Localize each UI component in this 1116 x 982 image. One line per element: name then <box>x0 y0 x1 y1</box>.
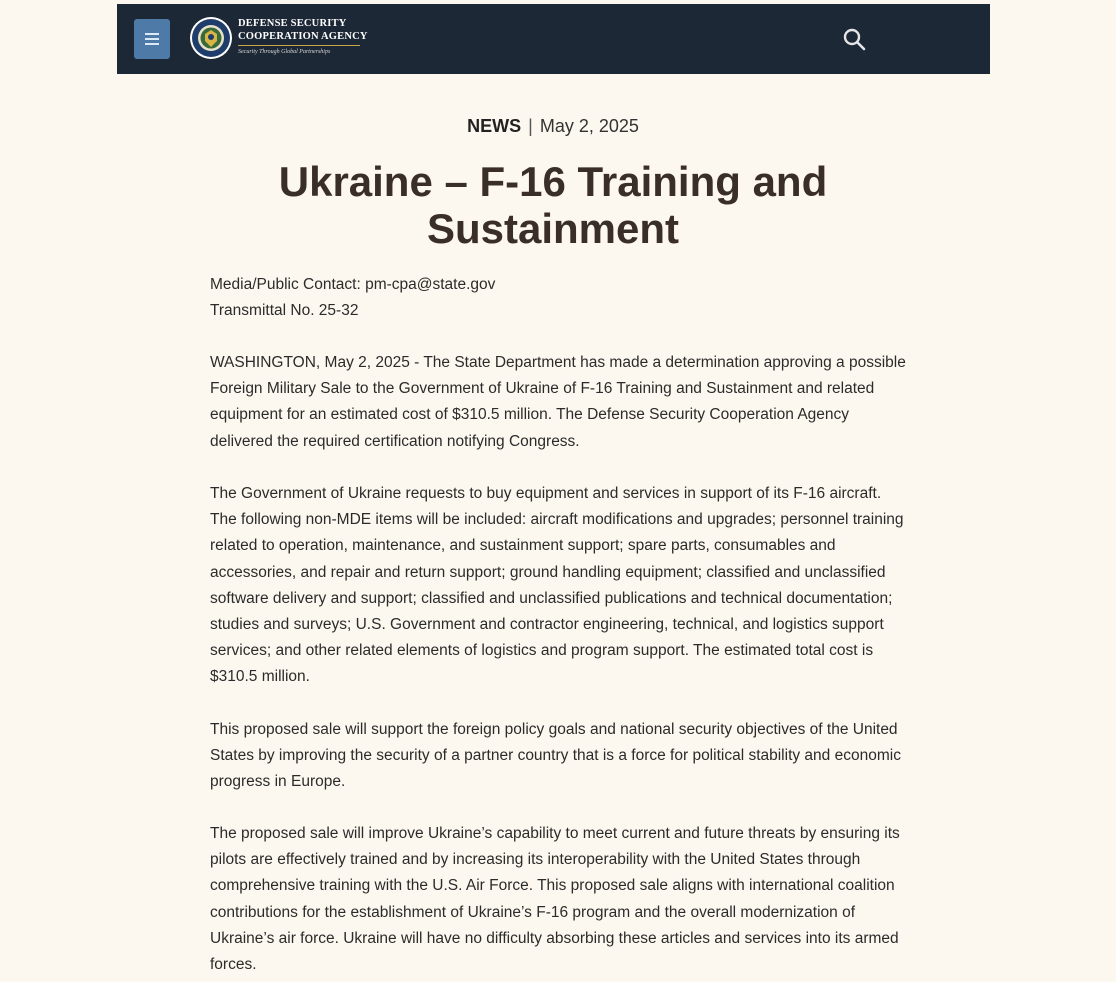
article-kicker <box>0 116 1106 137</box>
transmittal-number: Transmittal No. 25-32 <box>210 302 359 319</box>
article-paragraph: This proposed sale will support the foreign policy goals and national security objectives of the United States by improving the security of a partner country that is a force for political stability and economic progress in Europe. <box>210 721 901 791</box>
article-title: Ukraine – F-16 Training and Sustainment <box>278 158 828 252</box>
hamburger-menu-icon[interactable] <box>134 19 170 59</box>
article-date: May 2, 2025 <box>539 116 639 136</box>
brand-tagline: Security Through Global Partnerships <box>238 49 331 55</box>
article-paragraph: The proposed sale will improve Ukraine’s capability to meet current and future threats by ensuring its pilots are effectively trained and by increasing its interoperability with the United States through comprehensive training with the U.S. Air Force. This proposed sale aligns with international coalition contributions for the establishment of Ukraine’s F-16 program and the overall modernization of Ukraine’s air force. Ukraine will have no difficulty absorbing these articles and services into its armed forces. <box>210 825 900 974</box>
search-icon[interactable] <box>841 26 867 52</box>
brand-divider <box>238 45 360 46</box>
media-contact[interactable]: Media/Public Contact: pm-cpa@state.gov <box>210 276 496 293</box>
contact-block <box>210 272 495 324</box>
site-header <box>117 4 990 74</box>
brand-name-line2: COOPERATION AGENCY <box>238 31 368 42</box>
agency-brand[interactable] <box>238 17 368 55</box>
kicker-separator: | <box>528 116 533 136</box>
brand-name-line1: DEFENSE SECURITY <box>238 18 347 29</box>
news-category-label[interactable]: NEWS <box>467 116 522 136</box>
agency-seal-logo[interactable] <box>189 16 233 60</box>
article-paragraph: WASHINGTON, May 2, 2025 - The State Department has made a determination approving a possible Foreign Military Sale to the Government of Ukraine of F-16 Training and Sustainment and related equipment for an estimated cost of $310.5 million. The Defense Security Cooperation Agency delivered the required certification notifying Congress. <box>210 354 906 450</box>
article-paragraph: The Government of Ukraine requests to buy equipment and services in support of its F-16 aircraft. The following non-MDE items will be included: aircraft modifications and upgrades; personnel training related to operation, maintenance, and sustainment support; spare parts, consumables and accessories, and repair and return support; ground handling equipment; classified and unclassified software delivery and support; classified and unclassified publications and technical documentation; studies and surveys; U.S. Government and contractor engineering, technical, and logistics support services; and other related elements of logistics and program support. The estimated total cost is $310.5 million. <box>210 485 904 686</box>
